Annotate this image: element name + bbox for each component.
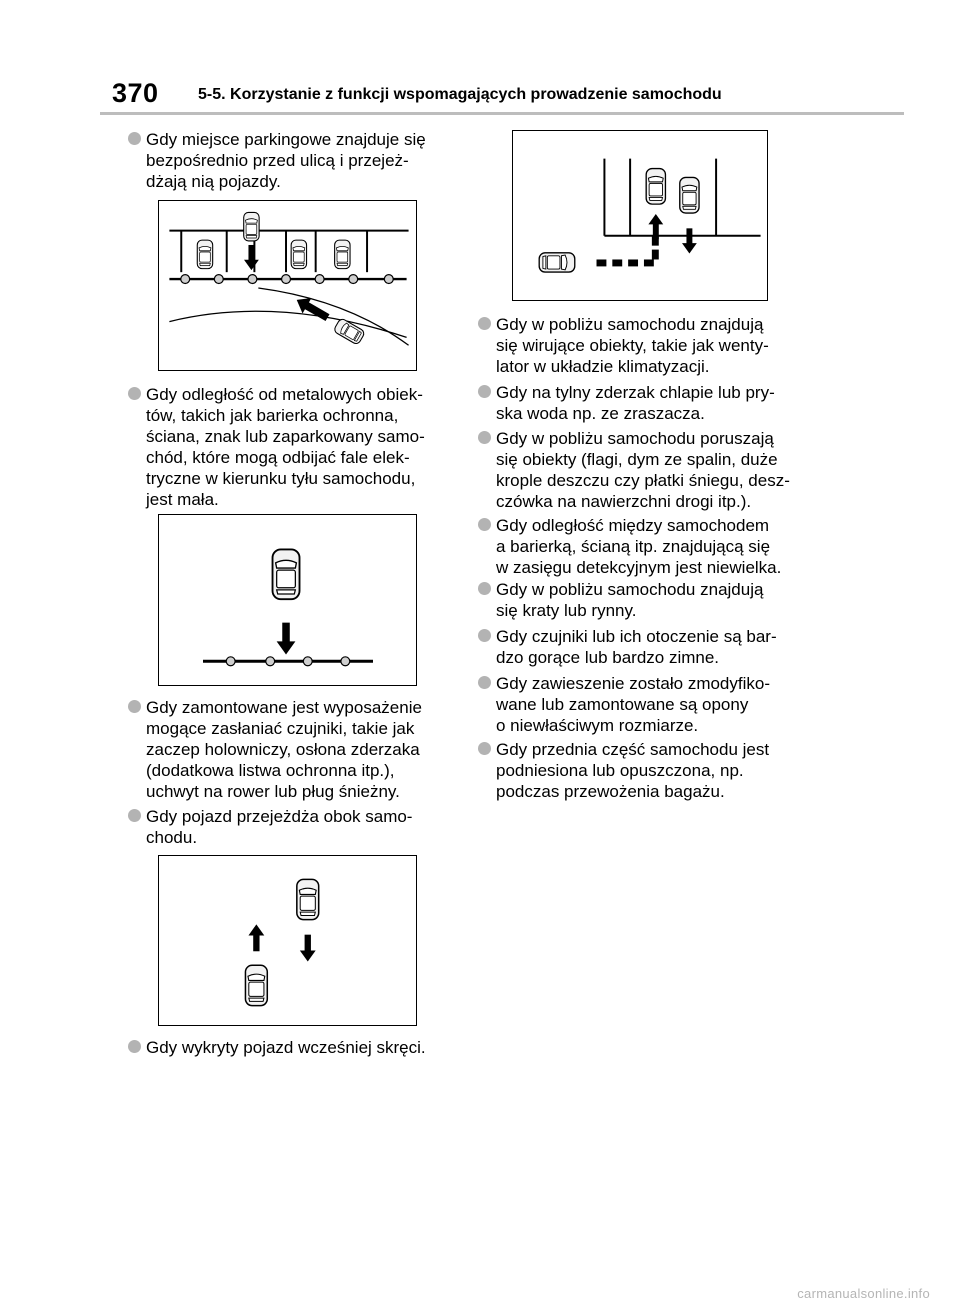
list-item bbox=[496, 673, 816, 736]
passing-vehicle-illustration bbox=[159, 856, 416, 1025]
figure-vehicle-turning bbox=[512, 130, 768, 301]
list-item bbox=[146, 384, 466, 510]
bullet-icon bbox=[128, 1040, 141, 1053]
list-item-text: Gdy zamontowane jest wyposażenie mogące zasłaniać czujniki, takie jak zaczep holowniczy, osłona zderzaka (dodatkowa listwa ochronna itp.), uchwyt na rower lub pług śnieżny. bbox=[146, 698, 422, 801]
list-item bbox=[496, 382, 816, 424]
bullet-icon bbox=[128, 809, 141, 822]
bullet-icon bbox=[478, 629, 491, 642]
list-item-text: Gdy w pobliżu samochodu znajdują się kraty lub rynny. bbox=[496, 580, 764, 620]
bullet-icon bbox=[128, 387, 141, 400]
list-item-text: Gdy w pobliżu samochodu poruszają się obiekty (flagi, dym ze spalin, duże krople deszczu czy płatki śniegu, desz- czówka na nawierzchni drogi itp.). bbox=[496, 429, 790, 511]
bullet-icon bbox=[478, 518, 491, 531]
list-item-text: Gdy odległość między samochodem a barierką, ścianą itp. znajdującą się w zasięgu detekcyjnym jest niewielka. bbox=[496, 516, 782, 577]
vehicle-turning-illustration bbox=[513, 131, 767, 300]
bullet-icon bbox=[478, 676, 491, 689]
watermark: carmanualsonline.info bbox=[797, 1286, 930, 1301]
list-item-text: Gdy pojazd przejeżdża obok samo- chodu. bbox=[146, 807, 413, 847]
list-item bbox=[496, 428, 816, 512]
page-number: 370 bbox=[112, 78, 159, 108]
list-item bbox=[496, 515, 816, 578]
section-title: 5-5. Korzystanie z funkcji wspomagających prowadzenie samochodu bbox=[198, 86, 722, 103]
list-item bbox=[496, 314, 816, 377]
list-item bbox=[146, 1037, 466, 1058]
header-divider bbox=[100, 112, 904, 115]
list-item-text: Gdy miejsce parkingowe znajduje się bezpośrednio przed ulicą i przejeż- dżają nią pojazdy. bbox=[146, 130, 426, 191]
list-item bbox=[146, 697, 466, 802]
list-item-text: Gdy wykryty pojazd wcześniej skręci. bbox=[146, 1038, 426, 1057]
list-item-text: Gdy odległość od metalowych obiek- tów, takich jak barierka ochronna, ściana, znak lub zaparkowany samo- chód, które mogą odbijać fale elek- tryczne w kierunku tyłu samochodu, jest mała. bbox=[146, 385, 425, 509]
bullet-icon bbox=[128, 132, 141, 145]
bullet-icon bbox=[478, 431, 491, 444]
list-item bbox=[146, 129, 466, 192]
list-item bbox=[496, 579, 816, 621]
figure-passing-vehicle bbox=[158, 855, 417, 1026]
bullet-icon bbox=[478, 385, 491, 398]
list-item-text: Gdy zawieszenie zostało zmodyfiko- wane lub zamontowane są opony o niewłaściwym rozmiarze. bbox=[496, 674, 771, 735]
bullet-icon bbox=[478, 742, 491, 755]
figure-reversing-toward-barrier bbox=[158, 514, 417, 686]
list-item-text: Gdy w pobliżu samochodu znajdują się wirujące obiekty, takie jak wenty- lator w układzie klimatyzacji. bbox=[496, 315, 769, 376]
list-item bbox=[146, 806, 466, 848]
parking-lot-street-illustration bbox=[159, 201, 416, 370]
list-item bbox=[496, 626, 816, 668]
list-item-text: Gdy przednia część samochodu jest podniesiona lub opuszczona, np. podczas przewożenia bagażu. bbox=[496, 740, 770, 801]
figure-parking-lot-street bbox=[158, 200, 417, 371]
list-item-text: Gdy na tylny zderzak chlapie lub pry- ska woda np. ze zraszacza. bbox=[496, 383, 775, 423]
bullet-icon bbox=[478, 582, 491, 595]
reversing-toward-barrier-illustration bbox=[159, 515, 416, 685]
list-item bbox=[496, 739, 816, 802]
list-item-text: Gdy czujniki lub ich otoczenie są bar- dzo gorące lub bardzo zimne. bbox=[496, 627, 777, 667]
bullet-icon bbox=[128, 700, 141, 713]
bullet-icon bbox=[478, 317, 491, 330]
